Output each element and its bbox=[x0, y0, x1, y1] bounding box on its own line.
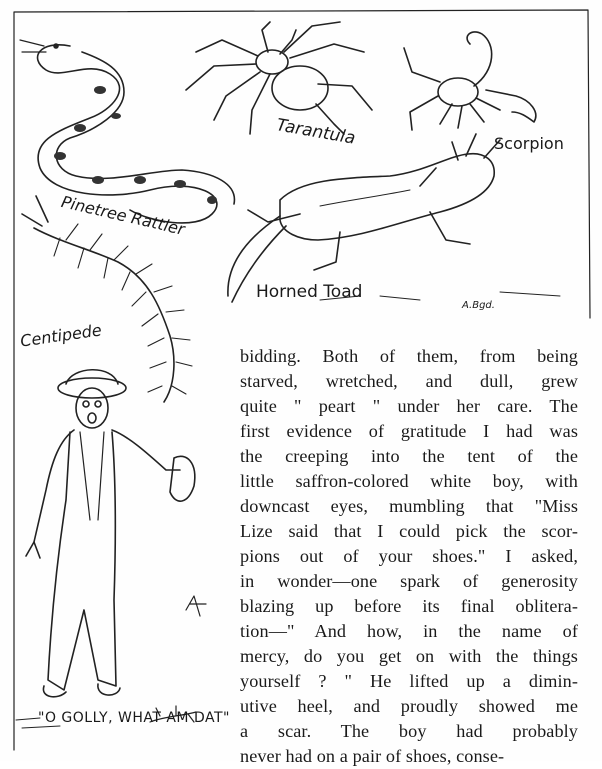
label-horned-toad: Horned Toad bbox=[256, 282, 363, 302]
scorpion-drawing bbox=[404, 32, 536, 130]
text-line: mercy, do you get on with the things bbox=[240, 646, 578, 666]
body-text bbox=[240, 344, 578, 769]
label-scorpion: Scorpion bbox=[494, 134, 564, 153]
text-line: first evidence of gratitude I had was bbox=[240, 421, 578, 441]
rattler-drawing bbox=[20, 40, 234, 223]
illustration-caption: "O GOLLY, WHAT AM DAT" bbox=[38, 710, 230, 726]
text-line: a scar. The boy had probably bbox=[240, 721, 578, 741]
text-line: utive heel, and proudly showed me bbox=[240, 696, 578, 716]
text-line: bidding. Both of them, from being bbox=[240, 346, 578, 366]
text-line: yourself ? " He lifted up a dimin- bbox=[240, 671, 578, 691]
text-line: in wonder—one spark of generosity bbox=[240, 571, 578, 591]
boy-drawing bbox=[26, 370, 195, 697]
text-line: downcast eyes, mumbling that "Miss bbox=[240, 496, 578, 516]
text-line: little saffron-colored white boy, with bbox=[240, 471, 578, 491]
critter-drawing bbox=[186, 596, 206, 616]
horned-toad-drawing bbox=[228, 134, 500, 302]
text-line: blazing up before its final oblitera- bbox=[240, 596, 578, 616]
artist-signature: A.Bgd. bbox=[462, 300, 495, 311]
text-line: the creeping into the tent of the bbox=[240, 446, 578, 466]
label-rattler: Pinetree Rattler bbox=[59, 192, 187, 239]
label-centipede: Centipede bbox=[19, 320, 103, 351]
text-line: quite " peart " under her care. The bbox=[240, 396, 578, 416]
text-line: tion—" And how, in the name of bbox=[240, 621, 578, 641]
text-line: starved, wretched, and dull, grew bbox=[240, 371, 578, 391]
text-line: Lize said that I could pick the scor- bbox=[240, 521, 578, 541]
text-line: pions out of your shoes." I asked, bbox=[240, 546, 578, 566]
text-line: never had on a pair of shoes, conse- bbox=[240, 746, 505, 766]
label-tarantula: Tarantula bbox=[274, 115, 357, 149]
